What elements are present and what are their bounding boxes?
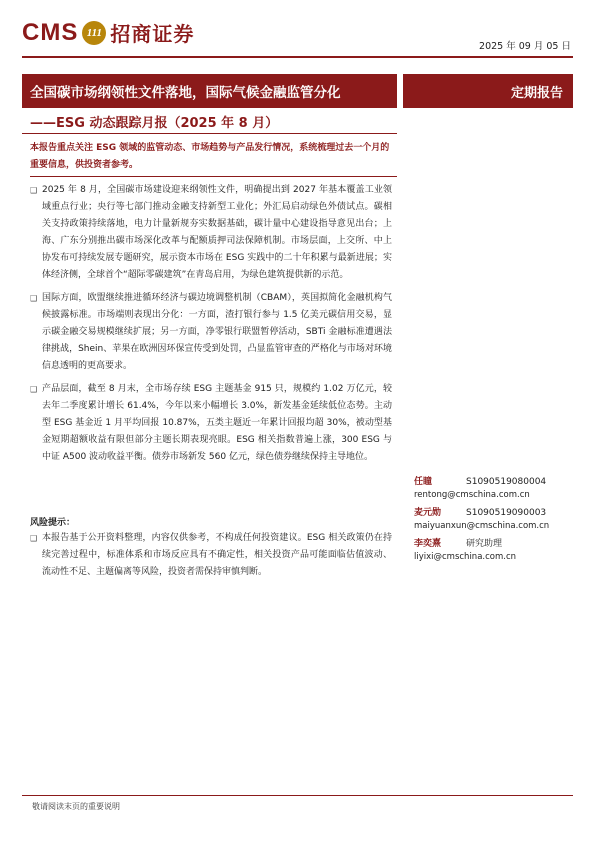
analyst-email: liyixi@cmschina.com.cn — [414, 552, 517, 562]
analyst-entry — [414, 538, 579, 564]
company-name: 招商证券 — [110, 22, 195, 46]
logo-mark-icon: 111 — [82, 21, 106, 45]
bullet-text: 产品层面，截至 8 月末，全市场存续 ESG 主题基金 915 只，规模约 1.02 万亿元，较去年二季度累计增长 61.4%，今年以来小幅增长 3.0%，新发基金延续低位态势。主动型 ESG 基金近 1 月平均回报 10.87%，五类主题近一年累计回报均超 30%，被动型基金短期超额收益有限但部分主题长期表现亮眼。ESG 相关指数普遍上涨，300 ESG 与中证 A500 波动收益平衡。债券市场新发 560 亿元，绿色债券继续保持主导地位。 — [42, 384, 392, 462]
bullet-square-icon: ❑ — [30, 294, 38, 303]
abstract-divider — [30, 176, 397, 177]
analyst-name: 任瞳 — [414, 477, 433, 487]
analyst-panel — [414, 476, 579, 569]
report-subtitle: ——ESG 动态跟踪月报（2025 年 8 月） — [30, 116, 279, 131]
summary-bullet — [30, 381, 392, 466]
footer-divider — [22, 795, 573, 796]
report-type-banner — [403, 74, 573, 108]
analyst-code: S1090519090003 — [466, 508, 547, 518]
company-logo — [22, 18, 194, 47]
risk-text: 本报告基于公开资料整理，内容仅供参考，不构成任何投资建议。ESG 相关政策仍在持续完善过程中，标准体系和市场反应具有不确定性，相关投资产品可能面临估值波动、流动性不足、主题偏离等风险，投资者需保持审慎判断。 — [42, 533, 392, 577]
risk-bullet — [30, 530, 392, 581]
bullet-text: 国际方面，欧盟继续推进循环经济与碳边境调整机制（CBAM），英国拟简化金融机构气候披露标准。市场端则表现出分化：一方面，渣打银行参与 1.5 亿美元碳信用交易，显示碳金融交易规模继续扩展；另一方面，净零银行联盟暂停活动，SBTi 金融标准遭遇法律挑战，Shein、苹果在欧洲因环保宣传受到处罚，凸显监管审查的严格化与市场对环境信息透明的更高要求。 — [42, 293, 392, 371]
analyst-entry — [414, 476, 579, 502]
footer-note: 敬请阅读末页的重要说明 — [32, 802, 120, 811]
analyst-code: S1090519080004 — [466, 477, 547, 487]
analyst-entry — [414, 507, 579, 533]
title-banner — [22, 74, 397, 108]
bullet-square-icon: ❑ — [30, 385, 38, 394]
risk-heading: 风险提示： — [30, 518, 76, 528]
subtitle-divider — [22, 133, 397, 134]
bullet-text: 2025 年 8 月，全国碳市场建设迎来纲领性文件，明确提出到 2027 年基本覆盖工业领域重点行业；央行等七部门推动金融支持新型工业化；外汇局启动绿色外债试点。碳相关支持政策持续落地，电力计量新规夯实数据基础，碳计量中心建设指导意见出台；上海、广东分别推出碳市场深化改革与配额质押司法保障机制。市场层面，上交所、中上协发布可持续发展专题研究，展示资本市场在 ESG 实践中的二十年积累与最新进展；实体经济侧，全球首个“超际零碳建筑”在青岛启用，为绿色建筑提供新的示范。 — [42, 185, 392, 280]
summary-bullets — [30, 182, 392, 472]
summary-bullet — [30, 182, 392, 284]
report-type: 定期报告 — [510, 85, 563, 101]
analyst-email: maiyuanxun@cmschina.com.cn — [414, 521, 550, 531]
logo-cms-text: CMS — [22, 18, 79, 46]
summary-bullet — [30, 290, 392, 375]
report-abstract: 本报告重点关注 ESG 领域的监管动态、市场趋势与产品发行情况，系统梳理过去一个月的重要信息，供投资者参考。 — [30, 143, 390, 170]
report-date: 2025 年 09 月 05 日 — [479, 41, 571, 52]
risk-section — [30, 530, 392, 587]
analyst-name: 麦元勋 — [414, 508, 442, 518]
bullet-square-icon: ❑ — [30, 534, 38, 543]
analyst-email: rentong@cmschina.com.cn — [414, 490, 530, 500]
header-divider — [22, 56, 573, 58]
report-title: 全国碳市场纲领性文件落地，国际气候金融监管分化 — [30, 85, 341, 101]
analyst-role: 研究助理 — [466, 539, 503, 549]
bullet-square-icon: ❑ — [30, 186, 38, 195]
analyst-name: 李奕熹 — [414, 539, 442, 549]
